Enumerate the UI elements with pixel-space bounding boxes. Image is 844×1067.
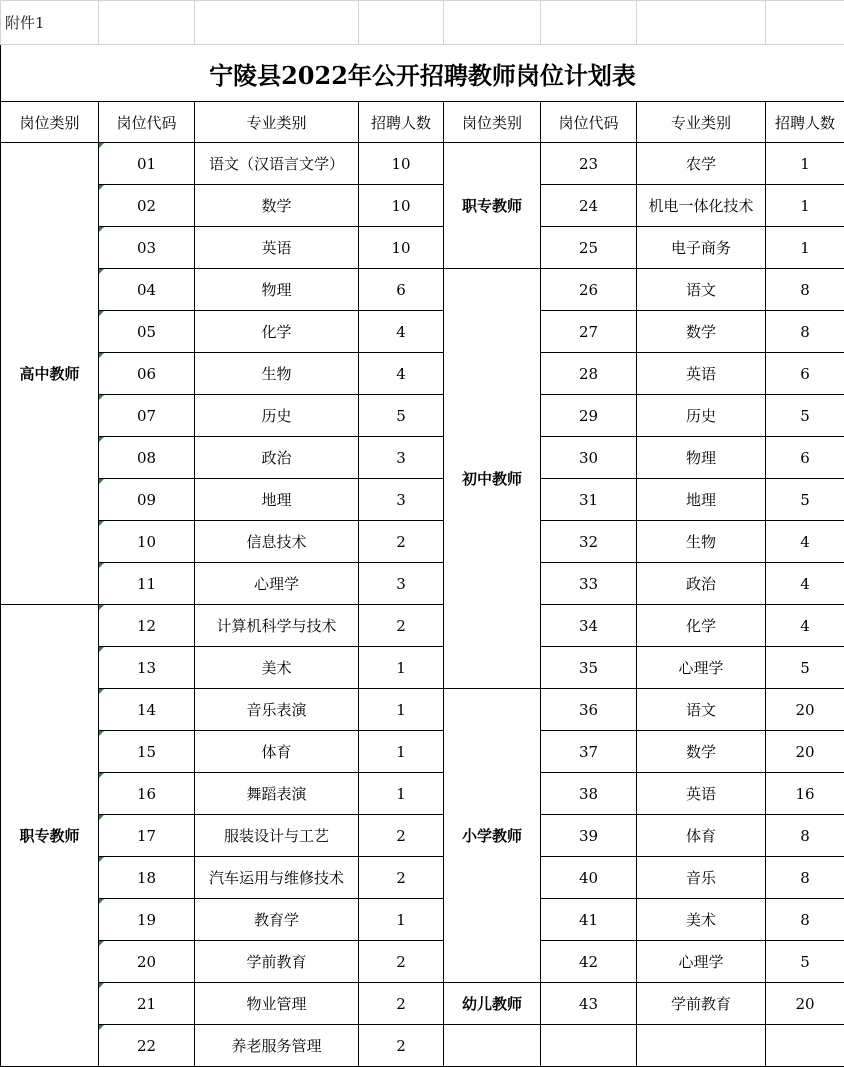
recruit-count: 4 bbox=[359, 311, 444, 353]
header-cell: 专业类别 bbox=[637, 102, 766, 143]
major-category: 服装设计与工艺 bbox=[195, 815, 359, 857]
recruit-count: 4 bbox=[766, 563, 844, 605]
table-row bbox=[1, 311, 844, 353]
position-code: 09 bbox=[99, 479, 195, 521]
recruit-count: 6 bbox=[766, 353, 844, 395]
recruit-count: 6 bbox=[359, 269, 444, 311]
recruit-count: 4 bbox=[359, 353, 444, 395]
position-code: 37 bbox=[541, 731, 637, 773]
table-row bbox=[1, 563, 844, 605]
table-row bbox=[1, 605, 844, 647]
table-row bbox=[1, 479, 844, 521]
table-row bbox=[1, 521, 844, 563]
major-category: 生物 bbox=[637, 521, 766, 563]
major-category: 电子商务 bbox=[637, 227, 766, 269]
recruit-count: 1 bbox=[766, 185, 844, 227]
position-code: 36 bbox=[541, 689, 637, 731]
major-category: 历史 bbox=[195, 395, 359, 437]
position-code: 12 bbox=[99, 605, 195, 647]
position-code: 38 bbox=[541, 773, 637, 815]
recruit-count: 5 bbox=[766, 647, 844, 689]
recruit-count: 5 bbox=[359, 395, 444, 437]
major-category: 学前教育 bbox=[637, 983, 766, 1025]
position-code: 30 bbox=[541, 437, 637, 479]
position-code: 13 bbox=[99, 647, 195, 689]
position-code: 33 bbox=[541, 563, 637, 605]
major-category: 数学 bbox=[637, 731, 766, 773]
recruit-count: 4 bbox=[766, 605, 844, 647]
recruit-count: 8 bbox=[766, 815, 844, 857]
position-code: 35 bbox=[541, 647, 637, 689]
major-category: 物理 bbox=[637, 437, 766, 479]
major-category: 数学 bbox=[637, 311, 766, 353]
major-category: 英语 bbox=[637, 353, 766, 395]
attachment-row bbox=[1, 1, 844, 45]
major-category: 信息技术 bbox=[195, 521, 359, 563]
position-code: 02 bbox=[99, 185, 195, 227]
recruit-count: 8 bbox=[766, 311, 844, 353]
position-code: 03 bbox=[99, 227, 195, 269]
table-row bbox=[1, 395, 844, 437]
recruit-count: 3 bbox=[359, 479, 444, 521]
position-code: 31 bbox=[541, 479, 637, 521]
table-row bbox=[1, 647, 844, 689]
position-code: 11 bbox=[99, 563, 195, 605]
recruit-count: 10 bbox=[359, 227, 444, 269]
table-row bbox=[1, 941, 844, 983]
major-category: 语文 bbox=[637, 269, 766, 311]
position-code: 41 bbox=[541, 899, 637, 941]
recruit-count: 1 bbox=[359, 773, 444, 815]
position-code: 42 bbox=[541, 941, 637, 983]
table-row bbox=[1, 899, 844, 941]
major-category: 心理学 bbox=[637, 647, 766, 689]
position-code: 19 bbox=[99, 899, 195, 941]
major-category: 学前教育 bbox=[195, 941, 359, 983]
recruit-count: 16 bbox=[766, 773, 844, 815]
table-row bbox=[1, 983, 844, 1025]
recruit-count: 1 bbox=[359, 731, 444, 773]
position-code: 26 bbox=[541, 269, 637, 311]
recruit-count: 2 bbox=[359, 983, 444, 1025]
table-row bbox=[1, 815, 844, 857]
major-category: 农学 bbox=[637, 143, 766, 185]
major-category: 音乐 bbox=[637, 857, 766, 899]
table-row bbox=[1, 143, 844, 185]
position-code: 14 bbox=[99, 689, 195, 731]
major-category: 心理学 bbox=[637, 941, 766, 983]
header-cell: 岗位代码 bbox=[99, 102, 195, 143]
empty-cell bbox=[541, 1025, 637, 1067]
category-cell: 小学教师 bbox=[444, 689, 541, 983]
table-row bbox=[1, 731, 844, 773]
position-code: 06 bbox=[99, 353, 195, 395]
header-cell: 专业类别 bbox=[195, 102, 359, 143]
recruit-count: 2 bbox=[359, 941, 444, 983]
recruit-count: 8 bbox=[766, 857, 844, 899]
major-category: 计算机科学与技术 bbox=[195, 605, 359, 647]
category-cell: 幼儿教师 bbox=[444, 983, 541, 1025]
major-category: 体育 bbox=[195, 731, 359, 773]
major-category: 教育学 bbox=[195, 899, 359, 941]
major-category: 化学 bbox=[195, 311, 359, 353]
recruit-count: 2 bbox=[359, 1025, 444, 1067]
position-code: 27 bbox=[541, 311, 637, 353]
major-category: 语文（汉语言文学） bbox=[195, 143, 359, 185]
major-category: 地理 bbox=[637, 479, 766, 521]
position-code: 40 bbox=[541, 857, 637, 899]
major-category: 舞蹈表演 bbox=[195, 773, 359, 815]
major-category: 物理 bbox=[195, 269, 359, 311]
major-category: 英语 bbox=[195, 227, 359, 269]
position-code: 17 bbox=[99, 815, 195, 857]
recruit-count: 8 bbox=[766, 269, 844, 311]
position-code: 34 bbox=[541, 605, 637, 647]
recruit-count: 1 bbox=[766, 227, 844, 269]
table-title: 宁陵县2022年公开招聘教师岗位计划表 bbox=[1, 45, 844, 102]
recruit-count: 5 bbox=[766, 479, 844, 521]
table-row bbox=[1, 1025, 844, 1067]
empty-cell bbox=[637, 1025, 766, 1067]
major-category: 美术 bbox=[195, 647, 359, 689]
recruit-count: 1 bbox=[359, 689, 444, 731]
recruit-count: 20 bbox=[766, 983, 844, 1025]
major-category: 历史 bbox=[637, 395, 766, 437]
position-code: 20 bbox=[99, 941, 195, 983]
major-category: 机电一体化技术 bbox=[637, 185, 766, 227]
title-row bbox=[1, 45, 844, 102]
recruit-count: 1 bbox=[359, 899, 444, 941]
recruit-count: 3 bbox=[359, 563, 444, 605]
table-row bbox=[1, 437, 844, 479]
table-row bbox=[1, 269, 844, 311]
recruit-count: 6 bbox=[766, 437, 844, 479]
position-code: 04 bbox=[99, 269, 195, 311]
recruit-count: 1 bbox=[359, 647, 444, 689]
major-category: 政治 bbox=[195, 437, 359, 479]
category-cell: 初中教师 bbox=[444, 269, 541, 689]
position-code: 01 bbox=[99, 143, 195, 185]
recruit-count: 5 bbox=[766, 941, 844, 983]
header-row bbox=[1, 102, 844, 143]
recruit-count: 20 bbox=[766, 689, 844, 731]
major-category: 地理 bbox=[195, 479, 359, 521]
recruit-count: 20 bbox=[766, 731, 844, 773]
major-category: 体育 bbox=[637, 815, 766, 857]
header-cell: 招聘人数 bbox=[359, 102, 444, 143]
header-cell: 岗位代码 bbox=[541, 102, 637, 143]
recruit-count: 2 bbox=[359, 815, 444, 857]
major-category: 美术 bbox=[637, 899, 766, 941]
major-category: 英语 bbox=[637, 773, 766, 815]
recruit-count: 2 bbox=[359, 605, 444, 647]
header-cell: 岗位类别 bbox=[444, 102, 541, 143]
major-category: 心理学 bbox=[195, 563, 359, 605]
position-code: 18 bbox=[99, 857, 195, 899]
category-cell: 职专教师 bbox=[1, 605, 99, 1067]
table-row bbox=[1, 185, 844, 227]
position-code: 15 bbox=[99, 731, 195, 773]
category-cell: 高中教师 bbox=[1, 143, 99, 605]
major-category: 数学 bbox=[195, 185, 359, 227]
recruit-count: 3 bbox=[359, 437, 444, 479]
header-cell: 岗位类别 bbox=[1, 102, 99, 143]
position-code: 22 bbox=[99, 1025, 195, 1067]
major-category: 化学 bbox=[637, 605, 766, 647]
recruit-count: 1 bbox=[766, 143, 844, 185]
major-category: 音乐表演 bbox=[195, 689, 359, 731]
major-category: 养老服务管理 bbox=[195, 1025, 359, 1067]
position-code: 07 bbox=[99, 395, 195, 437]
empty-cell bbox=[444, 1025, 541, 1067]
major-category: 汽车运用与维修技术 bbox=[195, 857, 359, 899]
position-code: 05 bbox=[99, 311, 195, 353]
major-category: 生物 bbox=[195, 353, 359, 395]
recruit-count: 10 bbox=[359, 185, 444, 227]
empty-cell bbox=[766, 1025, 844, 1067]
recruit-count: 8 bbox=[766, 899, 844, 941]
position-code: 29 bbox=[541, 395, 637, 437]
table-row bbox=[1, 353, 844, 395]
position-code: 43 bbox=[541, 983, 637, 1025]
recruit-count: 2 bbox=[359, 521, 444, 563]
position-code: 08 bbox=[99, 437, 195, 479]
position-code: 23 bbox=[541, 143, 637, 185]
header-cell: 招聘人数 bbox=[766, 102, 844, 143]
attachment-note: 附件1 bbox=[1, 1, 99, 45]
position-code: 25 bbox=[541, 227, 637, 269]
table-row bbox=[1, 857, 844, 899]
position-code: 16 bbox=[99, 773, 195, 815]
recruit-count: 4 bbox=[766, 521, 844, 563]
position-code: 39 bbox=[541, 815, 637, 857]
major-category: 语文 bbox=[637, 689, 766, 731]
table-row bbox=[1, 773, 844, 815]
recruit-count: 5 bbox=[766, 395, 844, 437]
table-row bbox=[1, 689, 844, 731]
position-code: 21 bbox=[99, 983, 195, 1025]
position-code: 24 bbox=[541, 185, 637, 227]
position-code: 28 bbox=[541, 353, 637, 395]
recruit-count: 10 bbox=[359, 143, 444, 185]
position-code: 10 bbox=[99, 521, 195, 563]
category-cell: 职专教师 bbox=[444, 143, 541, 269]
table-row bbox=[1, 227, 844, 269]
major-category: 政治 bbox=[637, 563, 766, 605]
major-category: 物业管理 bbox=[195, 983, 359, 1025]
recruit-count: 2 bbox=[359, 857, 444, 899]
position-code: 32 bbox=[541, 521, 637, 563]
